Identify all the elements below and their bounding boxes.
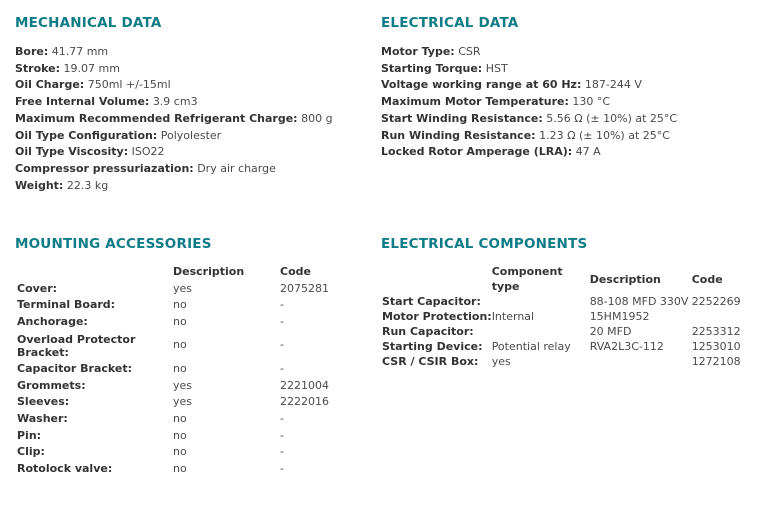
table-row — [382, 339, 752, 354]
mounting-accessories-table — [17, 264, 350, 478]
description-header: Description — [173, 265, 245, 278]
electrical-item-value: CSR — [458, 45, 481, 58]
mechanical-item-value: ISO22 — [131, 145, 165, 159]
electrical-item-value: HST — [485, 61, 508, 75]
row-code — [692, 309, 752, 324]
mechanical-item — [15, 178, 365, 195]
row-code: - — [280, 462, 284, 476]
row-label: Washer: — [17, 411, 68, 425]
mechanical-item — [15, 77, 365, 94]
row-code: 2253312 — [691, 325, 741, 338]
row-label: Overload Protector Bracket: — [17, 332, 136, 359]
mechanical-item-value: 41.77 mm — [51, 45, 109, 58]
table-row — [382, 294, 752, 309]
row-label: Clip: — [17, 445, 45, 459]
mounting-accessories-section — [15, 236, 365, 478]
row-label: Grommets: — [17, 378, 86, 392]
electrical-item-value: 47 A — [575, 145, 601, 159]
row-code: - — [280, 428, 284, 442]
row-label: CSR / CSIR Box: — [382, 355, 479, 368]
mechanical-item — [15, 161, 365, 178]
row-code: - — [280, 445, 284, 459]
table-row — [17, 394, 350, 411]
electrical-item-label: Voltage working range at 60 Hz: — [381, 78, 582, 92]
table-row — [17, 361, 350, 378]
table-row — [382, 324, 752, 339]
table-row — [17, 444, 350, 461]
row-component-type — [492, 324, 590, 339]
mechanical-item-label: Oil Charge: — [15, 78, 85, 92]
row-code: 2075281 — [280, 281, 329, 295]
mechanical-item — [15, 94, 365, 111]
row-label: Capacitor Bracket: — [17, 361, 133, 375]
row-label: Terminal Board: — [17, 298, 116, 312]
table-row — [382, 309, 752, 324]
row-description: 15HM1952 — [589, 310, 650, 323]
electrical-item — [381, 44, 761, 61]
row-label: Anchorage: — [17, 315, 88, 329]
electrical-item-value: 1.23 Ω (± 10%) at 25°C — [539, 128, 670, 142]
row-description: no — [173, 445, 187, 459]
mechanical-item-label: Stroke: — [15, 61, 61, 75]
row-description: yes — [173, 378, 193, 392]
mechanical-item-value: 3.9 cm3 — [152, 95, 198, 109]
electrical-item-label: Starting Torque: — [381, 61, 483, 75]
row-description: 20 MFD — [589, 325, 632, 338]
mechanical-data-list — [15, 44, 365, 194]
electrical-item-value: 5.56 Ω (± 10%) at 25°C — [546, 111, 678, 125]
mounting-accessories-title: MOUNTING ACCESSORIES — [15, 236, 212, 252]
row-description: no — [173, 338, 187, 352]
mechanical-item — [15, 44, 365, 61]
mechanical-item-label: Free Internal Volume: — [15, 95, 150, 109]
row-description: RVA2L3C-112 — [589, 340, 664, 353]
mechanical-item-label: Compressor pressuriazation: — [15, 161, 194, 175]
mechanical-data-section — [15, 15, 365, 194]
row-label: Starting Device: — [382, 340, 483, 353]
table-row — [17, 331, 350, 361]
table-header-row — [382, 264, 752, 294]
table-row — [17, 378, 350, 395]
row-label: Motor Protection: — [382, 310, 492, 323]
electrical-item — [381, 94, 761, 111]
electrical-item — [381, 144, 761, 161]
row-component-type: Potential relay — [491, 340, 571, 353]
row-description: no — [173, 361, 187, 375]
mechanical-item-label: Maximum Recommended Refrigerant Charge: — [15, 111, 298, 125]
electrical-components-table — [382, 264, 752, 369]
row-description: no — [173, 462, 187, 476]
electrical-item-value: 187-244 V — [584, 78, 642, 92]
row-code: 1272108 — [691, 355, 741, 368]
mechanical-item-label: Bore: — [15, 45, 49, 58]
mechanical-data-title: MECHANICAL DATA — [15, 15, 162, 31]
mechanical-item-value: 22.3 kg — [66, 178, 109, 192]
electrical-item-value: 130 °C — [572, 95, 611, 109]
row-description: no — [173, 315, 187, 329]
electrical-item-label: Maximum Motor Temperature: — [381, 95, 569, 109]
row-description: yes — [173, 281, 193, 295]
row-code: - — [280, 338, 284, 352]
row-label: Sleeves: — [17, 395, 70, 409]
row-description: no — [173, 411, 187, 425]
row-label: Start Capacitor: — [382, 295, 481, 308]
row-component-type: Internal — [491, 310, 535, 323]
table-row — [17, 281, 350, 298]
electrical-item-label: Motor Type: — [381, 45, 455, 58]
electrical-item-label: Locked Rotor Amperage (LRA): — [381, 145, 573, 159]
electrical-item — [381, 61, 761, 78]
row-label: Rotolock valve: — [17, 462, 113, 476]
row-description: no — [173, 428, 187, 442]
mechanical-item-label: Oil Type Configuration: — [15, 128, 158, 142]
electrical-item — [381, 111, 761, 128]
mechanical-item-label: Weight: — [15, 178, 64, 192]
table-row — [17, 428, 350, 445]
table-row — [382, 354, 752, 369]
row-label: Cover: — [17, 281, 58, 295]
mechanical-item-value: Dry air charge — [197, 161, 276, 175]
row-code: - — [280, 361, 284, 375]
component-type-header: Component type — [491, 265, 563, 293]
row-description — [590, 354, 692, 369]
electrical-item-label: Start Winding Resistance: — [381, 111, 543, 125]
electrical-components-section — [381, 236, 761, 369]
table-row — [17, 411, 350, 428]
row-code: 2252269 — [691, 295, 741, 308]
code-header: Code — [280, 265, 311, 278]
electrical-data-section — [381, 15, 761, 161]
row-component-type: yes — [491, 355, 511, 368]
row-label: Run Capacitor: — [382, 325, 474, 338]
electrical-item — [381, 77, 761, 94]
description-header: Description — [589, 272, 661, 286]
electrical-item — [381, 128, 761, 145]
row-description: yes — [173, 395, 193, 409]
mechanical-item — [15, 144, 365, 161]
mechanical-item-value: 19.07 mm — [63, 61, 120, 75]
row-label: Pin: — [17, 428, 42, 442]
mechanical-item-value: Polyolester — [160, 128, 222, 142]
row-code: - — [280, 411, 284, 425]
row-component-type — [492, 294, 590, 309]
mechanical-item-value: 750ml +/-15ml — [87, 78, 171, 92]
electrical-data-list — [381, 44, 761, 161]
row-code: - — [280, 315, 284, 329]
table-row — [17, 297, 350, 314]
row-description: no — [173, 298, 187, 312]
table-header-row — [17, 264, 350, 281]
mechanical-item — [15, 128, 365, 145]
electrical-item-label: Run Winding Resistance: — [381, 128, 536, 142]
mechanical-item — [15, 61, 365, 78]
mechanical-item-label: Oil Type Viscosity: — [15, 145, 129, 159]
row-code: 2222016 — [280, 395, 329, 409]
row-code: 1253010 — [691, 340, 741, 353]
code-header: Code — [691, 272, 723, 286]
mechanical-item — [15, 111, 365, 128]
electrical-data-title: ELECTRICAL DATA — [381, 15, 519, 31]
row-code: - — [280, 298, 284, 312]
row-code: 2221004 — [280, 378, 329, 392]
table-row — [17, 314, 350, 331]
row-description: 88-108 MFD 330V — [589, 295, 689, 308]
mechanical-item-value: 800 g — [301, 111, 333, 125]
electrical-components-title: ELECTRICAL COMPONENTS — [381, 236, 588, 252]
table-row — [17, 461, 350, 478]
